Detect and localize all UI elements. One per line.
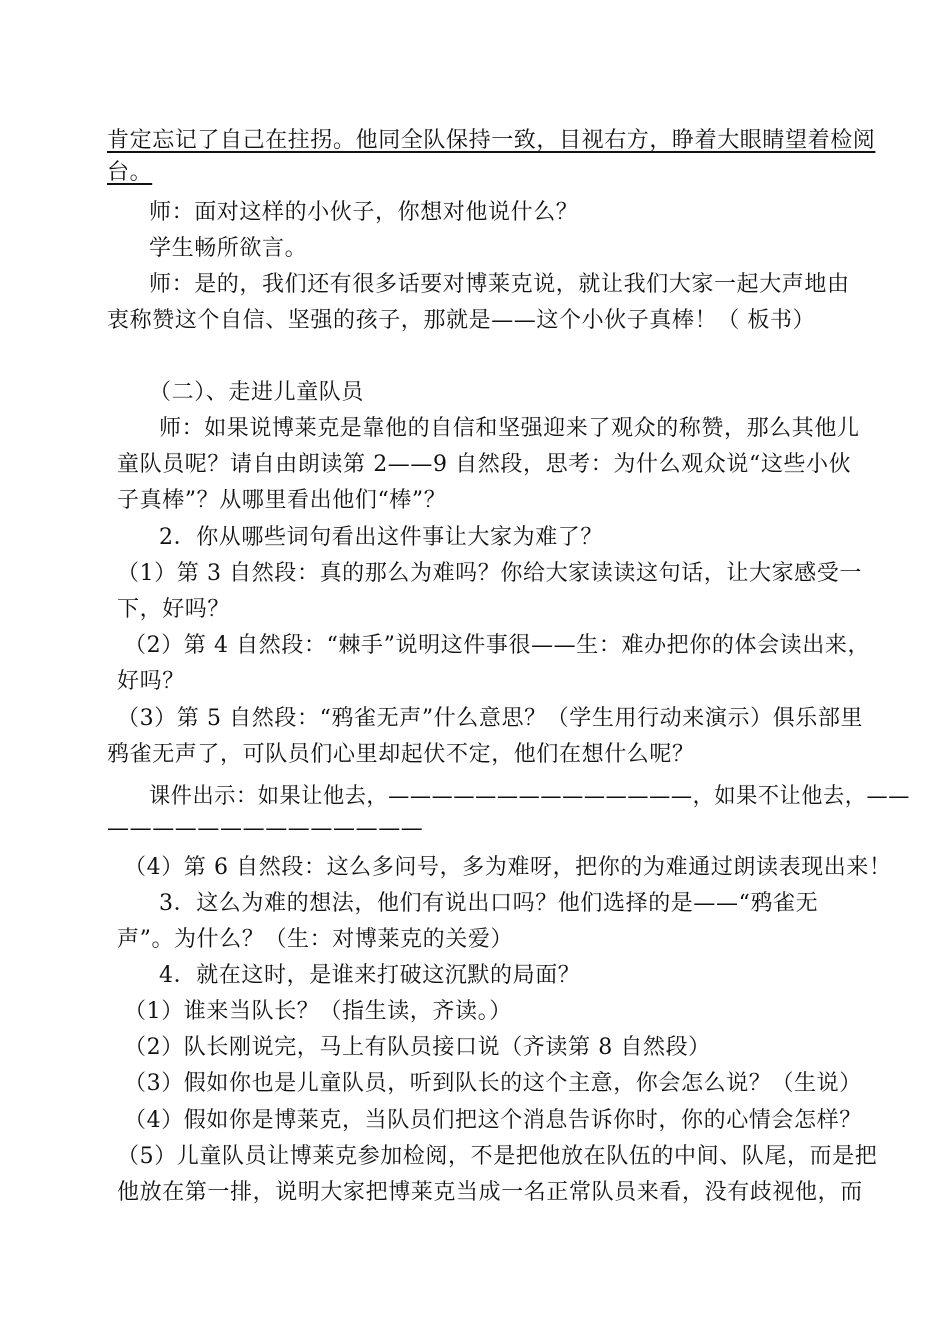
paragraph-line: （2）队长刚说完，马上有队员接口说（齐读第 8 自然段）	[124, 1035, 711, 1060]
paragraph-line: 2．你从哪些词句看出这件事让大家为难了？	[159, 525, 603, 550]
paragraph-line: 台。	[107, 160, 153, 185]
paragraph-line: 课件出示：如果让他去，——————————————，如果不让他去，——	[149, 784, 911, 809]
paragraph-line: 师：如果说博莱克是靠他的自信和坚强迎来了观众的称赞，那么其他儿	[159, 416, 860, 441]
paragraph-line: 学生畅所欲言。	[149, 236, 308, 261]
paragraph-line: （1）第 3 自然段：真的那么为难吗？你给大家读读这句话，让大家感受一	[117, 561, 862, 586]
paragraph-line: （3）假如你也是儿童队员，听到队长的这个主意，你会怎么说？（生说）	[124, 1071, 862, 1096]
paragraph-line: 3．这么为难的想法，他们有说出口吗？他们选择的是——“鸦雀无	[159, 891, 819, 916]
paragraph-line: 衷称赞这个自信、坚强的孩子，那就是——这个小伙子真棒！（ 板书）	[107, 308, 816, 333]
paragraph-line: 师：面对这样的小伙子，你想对他说什么？	[149, 200, 579, 225]
section-heading: （二）、走进儿童队员	[149, 380, 365, 405]
paragraph-line: 下，好吗？	[117, 597, 231, 622]
paragraph-line: 好吗？	[117, 669, 185, 694]
paragraph-line: （1）谁来当队长？（指生读，齐读。）	[124, 999, 512, 1024]
paragraph-line: 童队员呢？请自由朗读第 2——9 自然段，思考：为什么观众说“这些小伙	[117, 452, 852, 477]
paragraph-line: 师：是的，我们还有很多话要对博莱克说，就让我们大家一起大声地由	[149, 272, 850, 297]
paragraph-line: ——————————————	[107, 816, 424, 841]
paragraph-line: （4）假如你是博莱克，当队员们把这个消息告诉你时，你的心情会怎样？	[124, 1108, 862, 1133]
paragraph-line: 鸦雀无声了，可队员们心里却起伏不定，他们在想什么呢？	[107, 742, 695, 767]
paragraph-line: 4．就在这时，是谁来打破这沉默的局面？	[159, 963, 581, 988]
paragraph-line: 他放在第一排，说明大家把博莱克当成一名正常队员来看，没有歧视他，而	[117, 1180, 863, 1205]
paragraph-line: （2）第 4 自然段：“棘手”说明这件事很——生：难办把你的体会读出来，	[124, 633, 871, 658]
paragraph-line: 子真棒”？从哪里看出他们“棒”？	[117, 488, 447, 513]
paragraph-line: （4）第 6 自然段：这么多问号，多为难呀，把你的为难通过朗读表现出来！	[124, 855, 892, 880]
paragraph-line: （3）第 5 自然段：“鸦雀无声”什么意思？（学生用行动来演示）俱乐部里	[117, 706, 864, 731]
paragraph-line: 声”。为什么？（生：对博莱克的关爱）	[117, 927, 514, 952]
paragraph-line: （5）儿童队员让博莱克参加检阅，不是把他放在队伍的中间、队尾，而是把	[117, 1144, 878, 1169]
paragraph-line: 肯定忘记了自己在拄拐。他同全队保持一致，目视右方，睁着大眼睛望着检阅	[107, 128, 876, 153]
